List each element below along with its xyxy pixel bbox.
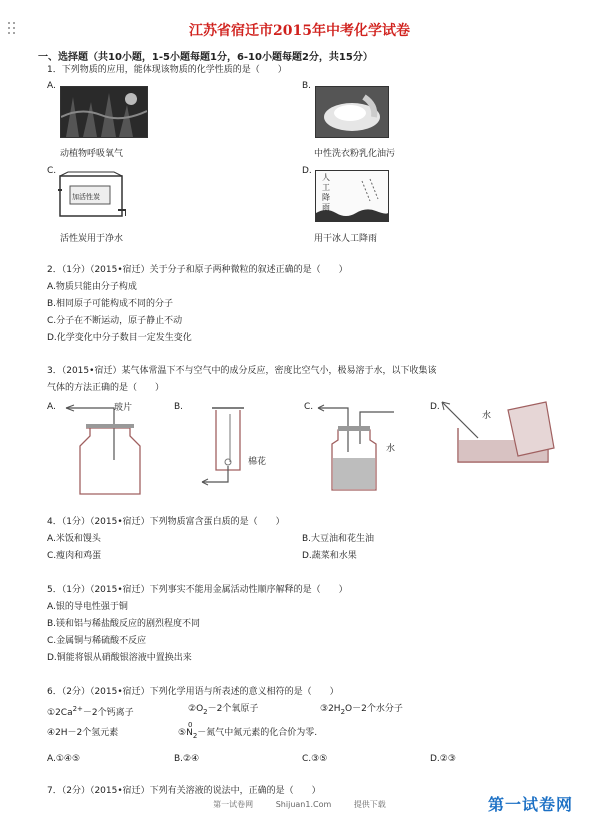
q1-option-d-caption: 用干冰人工降雨 [314,234,378,244]
q1-option-d-letter: D. [302,166,312,176]
q6-item-4: ④2H－2个氢元素 [47,728,119,738]
q5-option-c: C.金属铜与稀硫酸不反应 [47,636,147,646]
footer-site-name: 第一试卷网 [213,800,254,809]
q3-option-a-bottle-diagram [56,400,161,496]
q1-option-b-image [315,86,389,138]
q3-option-a-letter: A. [47,402,56,412]
q5-option-a: A.银的导电性强于铜 [47,602,128,612]
washing-photo-icon [316,87,388,137]
q2-option-b: B.相同原子可能构成不同的分子 [47,299,174,309]
footer-download-text: 提供下载 [353,800,386,809]
q5-option-d: D.铜能将银从硝酸银溶液中置换出来 [47,653,192,663]
question-4-stem: 4．（1分）（2015•宿迁）下列物质富含蛋白质的是（ ） [47,517,285,527]
q3-option-d-trough-diagram [438,398,558,470]
q1-option-c-image-text: 加活性炭 [72,193,100,201]
q1-option-b-letter: B. [302,81,312,91]
q3-option-c-bottle-diagram [312,400,412,496]
q1-option-b-caption: 中性洗衣粉乳化油污 [314,149,396,159]
q3-label-cotton: 棉花 [248,457,267,467]
q1-option-a-letter: A. [47,81,56,91]
q3-option-b-bottle-diagram [182,400,282,490]
q6-option-a: A.①④⑤ [47,754,81,764]
q6-option-b: B.②④ [174,754,200,764]
q1-option-c-caption: 活性炭用于净水 [60,234,124,244]
footer-site-url[interactable]: Shijuan1.Com [275,800,332,809]
q3-label-glass-plate: 玻片 [114,403,133,413]
question-2-stem: 2．（1分）（2015•宿迁）关于分子和原子两种微粒的叙述正确的是（ ） [47,265,348,275]
q6-item-3: $③2H_2O-2$个水分子 [320,704,403,716]
q4-option-b: B.大豆油和花生油 [302,534,375,544]
q4-option-c: C.瘦肉和鸡蛋 [47,551,102,561]
question-6-stem: 6．（2分）（2015•宿迁）下列化学用语与所表述的意义相符的是（ ） [47,687,339,697]
q1-option-c-letter: C. [47,166,57,176]
q1-option-d-image-text: 人工降雨 [322,173,330,212]
q6-item-5: $⑤N_2-$氮气中氮元素的化合价为零. [178,728,318,740]
page-title: 江苏省宿迁市2015年中考化学试卷 [189,23,410,39]
question-3-stem-line2: 气体的方法正确的是（ ） [47,383,165,393]
q3-option-c-letter: C. [304,402,314,412]
q3-option-d-letter: D. [430,402,440,412]
q6-item-2: $②O_2-2$个氧原子 [188,704,259,716]
q6-option-d: D.②③ [430,754,456,764]
question-7-stem: 7．（2分）（2015•宿迁）下列有关溶液的说法中，正确的是（ ） [47,786,321,796]
q1-option-c-image [58,170,126,220]
plants-photo-icon [61,87,147,137]
q2-option-a: A.物质只能由分子构成 [47,282,137,292]
q6-item-5-valence: 0 [188,721,193,729]
q3-label-water-d: 水 [482,411,492,421]
q2-option-c: C.分子在不断运动，原子静止不动 [47,316,183,326]
question-1-stem: 1．下列物质的应用，能体现该物质的化学性质的是（ ） [47,65,287,75]
q2-option-d: D.化学变化中分子数目一定发生变化 [47,333,192,343]
q1-option-a-caption: 动植物呼吸氧气 [60,149,124,159]
q4-option-a: A.米饭和馒头 [47,534,101,544]
q6-item-1: $①2Ca^{2+}-2$个钙离子 [47,705,134,718]
q1-option-a-image [60,86,148,138]
question-5-stem: 5．（1分）（2015•宿迁）下列事实不能用金属活动性顺序解释的是（ ） [47,585,348,595]
question-3-stem-line1: 3．（2015•宿迁）某气体常温下不与空气中的成分反应，密度比空气小，极易溶于水，以下收集该 [47,366,437,376]
q3-label-water-c: 水 [386,444,396,454]
q1-option-d-image [315,170,389,222]
q3-option-b-letter: B. [174,402,184,412]
site-logo: 第一试卷网 [488,795,574,814]
section-heading: 一、选择题（共10小题，1-5小题每题1分，6-10小题每题2分，共15分） [38,52,373,63]
q5-option-b: B.镁和铝与稀盐酸反应的剧烈程度不同 [47,619,201,629]
q4-option-d: D.蔬菜和水果 [302,551,357,561]
q6-option-c: C.③⑤ [302,754,328,764]
